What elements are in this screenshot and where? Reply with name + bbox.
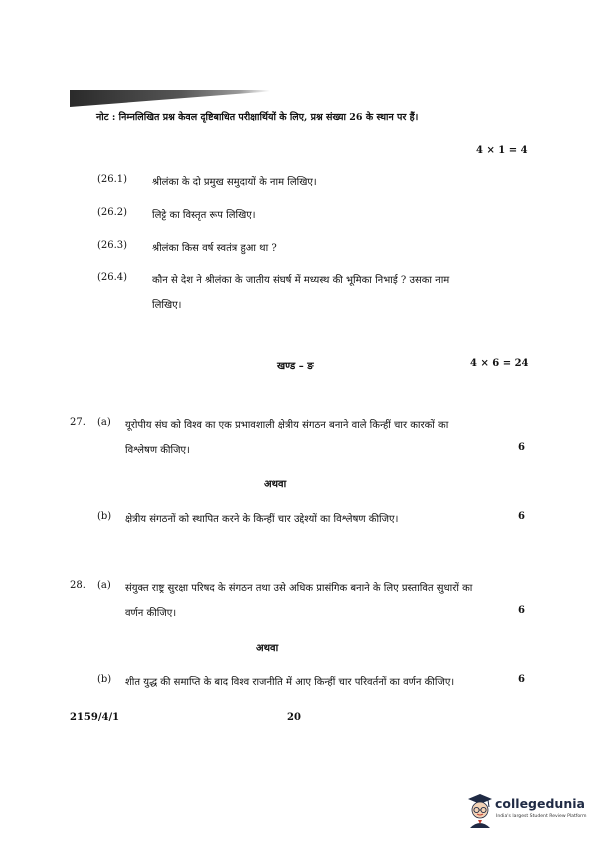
page-number: 20 — [287, 712, 301, 723]
q26-3-text: श्रीलंका किस वर्ष स्वतंत्र हुआ था ? — [152, 243, 277, 254]
q26-1-text: श्रीलंका के दो प्रमुख समुदायों के नाम लिखिए। — [152, 177, 317, 188]
q28-a-line2: वर्णन कीजिए। — [125, 608, 177, 619]
q27-or: अथवा — [264, 479, 287, 490]
logo-tagline: India's largest Student Review Platform — [496, 814, 587, 819]
note-text: नोट : निम्नलिखित प्रश्न केवल दृष्टिबाधित परीक्षार्थियों के लिए, प्रश्न संख्या 26 के स्थान पर हैं। — [96, 112, 419, 123]
q28-number: 28. — [70, 580, 86, 591]
q28-a-line1: संयुक्त राष्ट्र सुरक्षा परिषद के संगठन तथा उसे अधिक प्रासंगिक बनाने के लिए प्रस्तावित सुधारों का — [125, 583, 473, 594]
q27-a-marks: 6 — [518, 442, 525, 453]
q26-3-number: (26.3) — [97, 240, 128, 251]
q27-b-marks: 6 — [518, 511, 525, 522]
q28-a-label: (a) — [97, 580, 111, 591]
section-marks: 4 × 6 = 24 — [470, 358, 529, 369]
q27-a-label: (a) — [97, 417, 111, 428]
q27-b-text: क्षेत्रीय संगठनों को स्थापित करने के किन्हीं चार उद्देश्यों का विश्लेषण कीजिए। — [125, 514, 399, 525]
q27-number: 27. — [70, 417, 86, 428]
q27-a-line1: यूरोपीय संघ को विश्व का एक प्रभावशाली क्षेत्रीय संगठन बनाने वाले किन्हीं चार कारकों का — [125, 420, 449, 431]
q27-b-label: (b) — [97, 511, 112, 522]
q26-4-text-line2: लिखिए। — [152, 300, 182, 311]
marks-26: 4 × 1 = 4 — [476, 145, 528, 156]
q28-a-marks: 6 — [518, 605, 525, 616]
q26-1-number: (26.1) — [97, 174, 128, 185]
q28-b-marks: 6 — [518, 674, 525, 685]
section-title: खण्ड – ङ — [277, 361, 314, 372]
header-decor-bar — [70, 90, 270, 107]
q26-4-text-line1: कौन से देश ने श्रीलंका के जातीय संघर्ष में मध्यस्थ की भूमिका निभाई ? उसका नाम — [152, 275, 450, 286]
paper-code: 2159/4/1 — [70, 712, 120, 723]
q26-2-text: लिट्टे का विस्तृत रूप लिखिए। — [152, 210, 256, 221]
q28-b-label: (b) — [97, 674, 112, 685]
q27-a-line2: विश्लेषण कीजिए। — [125, 445, 190, 456]
student-mascot-icon — [464, 790, 496, 830]
q26-2-number: (26.2) — [97, 207, 128, 218]
q28-b-text: शीत युद्ध की समाप्ति के बाद विश्व राजनीति में आए किन्हीं चार परिवर्तनों का वर्णन कीजिए। — [125, 677, 455, 688]
q26-4-number: (26.4) — [97, 272, 128, 283]
q28-or: अथवा — [256, 643, 279, 654]
logo-name: collegedunia — [495, 796, 585, 811]
